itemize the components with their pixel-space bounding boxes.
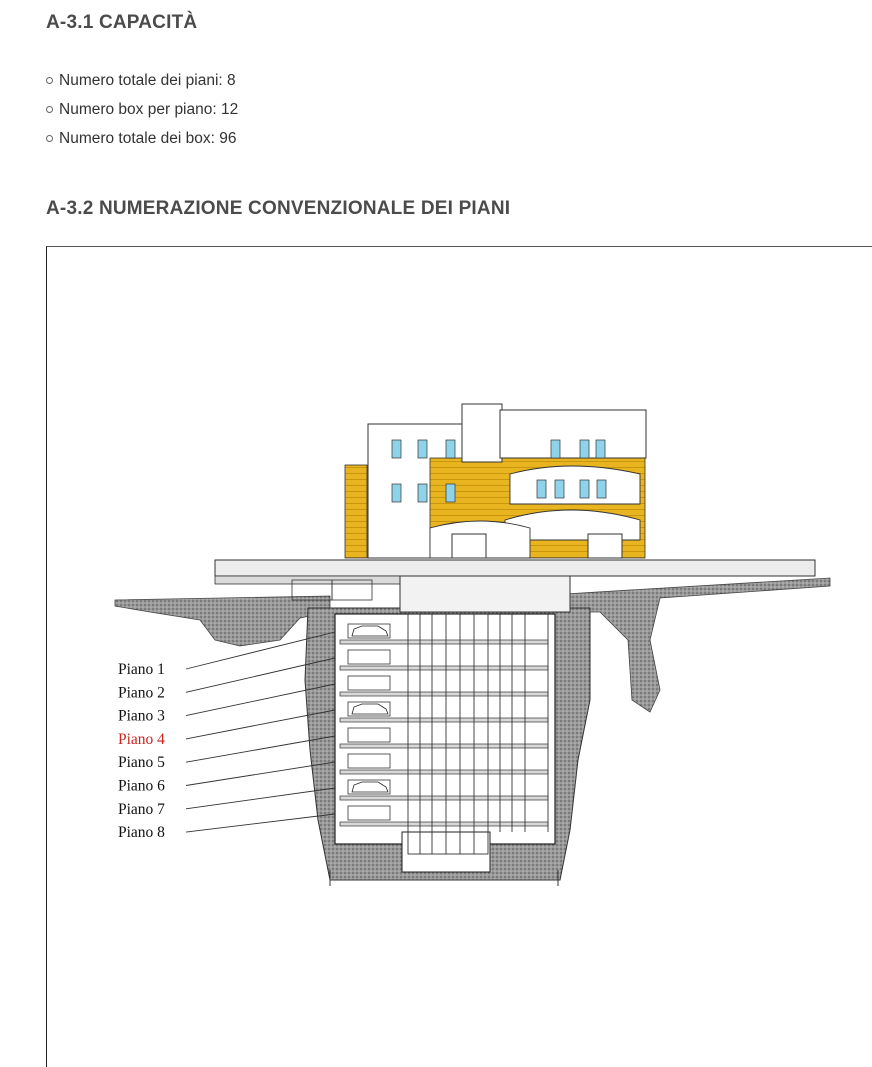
entrance-level	[400, 576, 570, 612]
floor-label: Piano 4	[118, 730, 165, 748]
list-item: Numero totale dei box: 96	[46, 124, 238, 153]
window	[392, 484, 401, 502]
ground-slab	[215, 560, 815, 576]
section-title-numerazione: A-3.2 NUMERAZIONE CONVENZIONALE DEI PIANI	[46, 198, 511, 219]
building-roof-block	[500, 410, 646, 458]
leader-line	[186, 788, 335, 809]
floor-slab	[340, 770, 548, 774]
window	[580, 440, 589, 458]
floor-slab	[340, 718, 548, 722]
window	[551, 440, 560, 458]
parking-bay	[348, 754, 390, 768]
floor-slab	[340, 822, 548, 826]
parking-bay	[348, 676, 390, 690]
ground-terrain-right	[565, 578, 830, 712]
list-item: Numero totale dei piani: 8	[46, 66, 238, 95]
floor-slab	[340, 796, 548, 800]
floor-label: Piano 8	[118, 824, 165, 842]
parking-bay	[348, 650, 390, 664]
leader-line	[186, 814, 335, 832]
section-title-capacita: A-3.1 CAPACITÀ	[46, 12, 198, 33]
floor-slab	[340, 744, 548, 748]
window	[446, 484, 455, 502]
floor-labels	[118, 632, 335, 841]
parking-bay	[348, 806, 390, 820]
window	[418, 440, 427, 458]
floor-slab	[340, 640, 548, 644]
floor-slab	[340, 692, 548, 696]
ground-terrain	[115, 596, 330, 646]
building-top-block	[462, 404, 502, 462]
floor-label: Piano 7	[118, 800, 165, 818]
building-facade-left	[345, 465, 367, 558]
window	[446, 440, 455, 458]
window	[537, 480, 546, 498]
window	[418, 484, 427, 502]
list-item: Numero box per piano: 12	[46, 95, 238, 124]
floor-slab	[340, 666, 548, 670]
parking-bay	[348, 728, 390, 742]
floor-label: Piano 1	[118, 661, 165, 678]
floor-label: Piano 3	[118, 707, 165, 725]
window	[596, 440, 605, 458]
floor-label: Piano 5	[118, 754, 165, 772]
floor-label: Piano 6	[118, 777, 165, 795]
window	[580, 480, 589, 498]
floor-label: Piano 2	[118, 684, 165, 702]
window	[392, 440, 401, 458]
window	[597, 480, 606, 498]
window	[555, 480, 564, 498]
